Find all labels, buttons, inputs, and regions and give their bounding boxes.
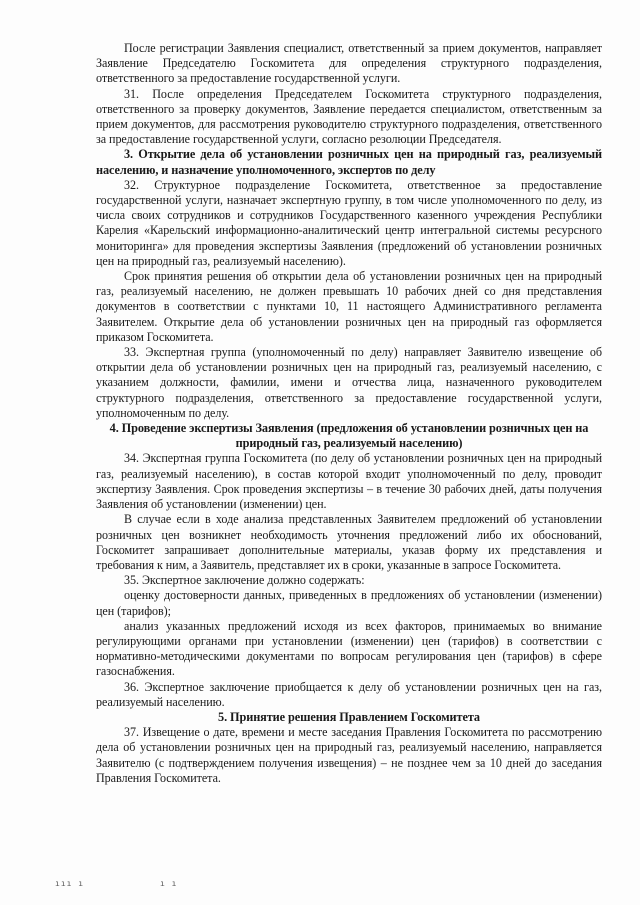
- paragraph: После регистрации Заявления специалист, ответственный за прием документов, направляет Заявление Председателю Госкомитета для определения структурного подразделения, ответственного за предоставление государственной услуги.: [96, 41, 602, 86]
- section-heading: 3. Открытие дела об установлении розничных цен на природный газ, реализуемый населению, и назначение уполномоченного, экспертов по делу: [96, 147, 602, 177]
- paragraph: 32. Структурное подразделение Госкомитета, ответственное за предоставление государственной услуги, назначает экспертную группу, в том числе уполномоченного по делу, из числа своих сотрудников и сотрудников Государственного казенного учреждения Республики Карелия «Карельский информационно-аналитический центр интегральной системы ресурсного мониторинга» для проведения экспертизы Заявления (предложений об установлении розничных цен на природный газ, реализуемый населению).: [96, 177, 602, 268]
- section-heading: 5. Принятие решения Правлением Госкомитета: [218, 709, 480, 724]
- section-heading: 4. Проведение экспертизы Заявления (предложения об установлении розничных цен на природный газ, реализуемый населению): [109, 421, 589, 451]
- paragraph: 31. После определения Председателем Госкомитета структурного подразделения, ответственного за проверку документов, Заявление передается специалистом, ответственным за прием документов, для рассмотрения руководителю структурного подразделения, ответственного за предоставление государственной услуги, согласно резолюции Председателя.: [96, 86, 602, 147]
- paragraph: Срок принятия решения об открытии дела об установлении розничных цен на природный газ, реализуемый населению, не должен превышать 10 рабочих дней со дня представления документов в соответствии с пунктами 10, 11 настоящего Административного регламента Заявителем. Открытие дела об установлении розничных цен на природный газ оформляется приказом Госкомитета.: [96, 269, 602, 344]
- document-body: [96, 41, 602, 786]
- paragraph: 36. Экспертное заключение приобщается к делу об установлении розничных цен на газ, реализуемый населению.: [96, 679, 602, 709]
- paragraph: анализ указанных предложений исходя из всех факторов, принимаемых во внимание регулирующими органами при установлении (изменении) цен (тарифов) в соответствии с нормативно-методическими документами по вопросам регулирования цен (тарифов) в сфере газоснабжения.: [96, 618, 602, 679]
- page-footer: [0, 879, 640, 891]
- paragraph: оценку достоверности данных, приведенных в предложениях об установлении (изменении) цен (тарифов);: [96, 588, 602, 618]
- scan-mark-right: ı ı: [160, 879, 178, 888]
- paragraph: В случае если в ходе анализа представленных Заявителем предложений об установлении розничных цен возникнет необходимость уточнения предложений либо их обоснований, Госкомитет запрашивает дополнительные материалы, указав форму их представления и требования к ним, а Заявитель, представляет их в сроки, указанные в запросе Госкомитета.: [96, 512, 602, 572]
- paragraph: 34. Экспертная группа Госкомитета (по делу об установлении розничных цен на природный газ, реализуемый населению), в состав которой входит уполномоченный по делу, проводит экспертизу Заявления. Срок проведения экспертизы – в течение 30 рабочих дней, даты получения Заявления об установлении (изменении) цен.: [96, 451, 602, 512]
- paragraph: 33. Экспертная группа (уполномоченный по делу) направляет Заявителю извещение об открытии дела об установлении розничных цен на природный газ, реализуемый населению, с указанием должности, фамилии, имени и отчества лица, назначенного руководителем структурного подразделения, ответственного за предоставление государственной услуги, уполномоченным по делу.: [96, 345, 602, 420]
- paragraph: 35. Экспертное заключение должно содержать:: [124, 573, 365, 588]
- scan-mark-left: ııı ı: [55, 879, 85, 888]
- paragraph: 37. Извещение о дате, времени и месте заседания Правления Госкомитета по рассмотрению дела об установлении розничных цен на природный газ, реализуемый населению, направляется Заявителю (с подтверждением получения извещения) – не позднее чем за 10 дней до заседания Правления Госкомитета.: [96, 725, 602, 785]
